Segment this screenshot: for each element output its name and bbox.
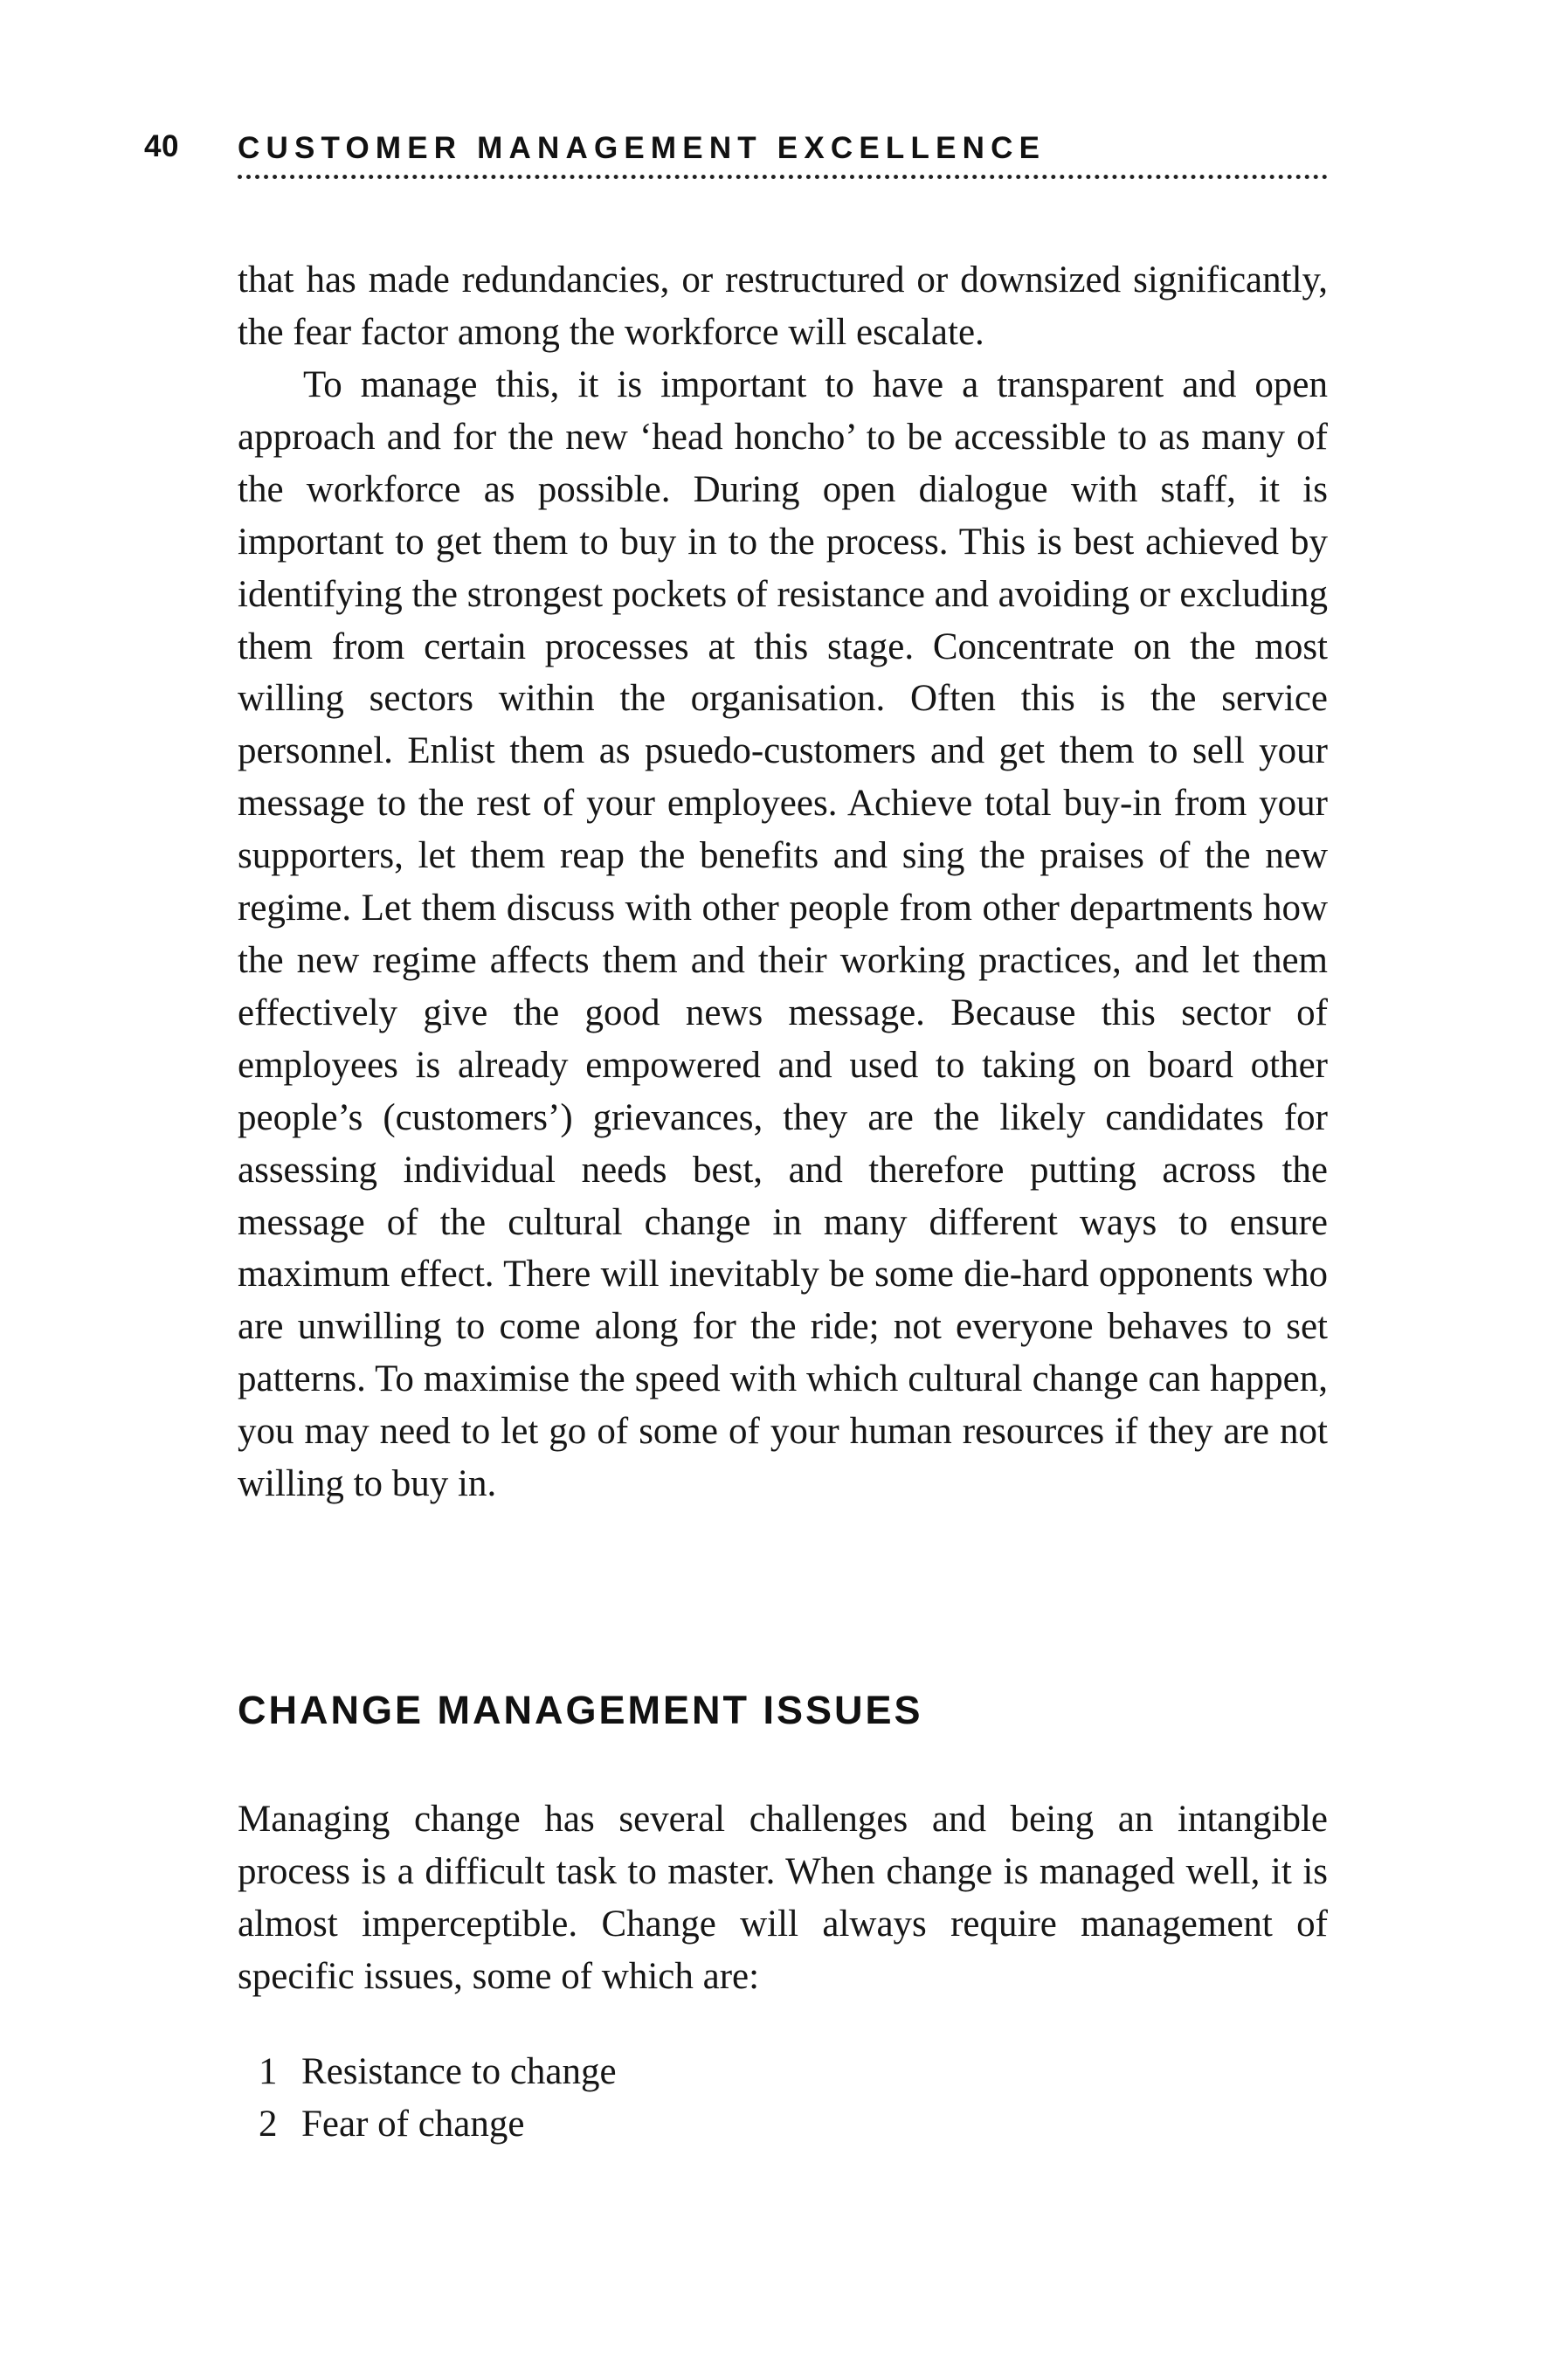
page-header	[144, 129, 1328, 182]
paragraph-continuation: that has made redundancies, or restructured or downsized significantly, the fear factor among the workforce will escalate.	[238, 259, 1328, 353]
dotted-divider	[238, 175, 1328, 179]
issues-list	[238, 2046, 1328, 2151]
running-title: CUSTOMER MANAGEMENT EXCELLENCE	[238, 131, 1046, 165]
list-item	[238, 2046, 1328, 2098]
section-intro-paragraph: Managing change has several challenges and being an intangible process is a difficult task to master. When change is managed well, it is almost imperceptible. Change will always require management of specific issues, some of which are:	[238, 1799, 1328, 1997]
section-heading: CHANGE MANAGEMENT ISSUES	[238, 1688, 923, 1732]
list-item-number: 2	[259, 2104, 278, 2145]
list-item-number: 1	[259, 2051, 278, 2092]
page-number: 40	[144, 129, 179, 163]
list-item-label: Resistance to change	[301, 2051, 617, 2092]
list-item-label: Fear of change	[301, 2104, 525, 2145]
list-item	[238, 2098, 1328, 2151]
paragraph-transparency: To manage this, it is important to have a transparent and open approach and for the new ‘head honcho’ to be accessible to as many of the workforce as possible. During open dialogue with staff, it is important to get them to buy in to the process. This is best achieved by identifying the strongest pockets of resistance and avoiding or excluding them from certain processes at this stage. Concentrate on the most willing sectors within the organisation. Often this is the service personnel. Enlist them as psuedo-customers and get them to sell your message to the rest of your employees. Achieve total buy-in from your supporters, let them reap the benefits and sing the praises of the new regime. Let them discuss with other people from other departments how the new regime affects them and their working practices, and let them effectively give the good news message. Because this sector of employees is already empowered and used to taking on board other people’s (customers’) grievances, they are the likely candidates for assessing individual needs best, and therefore putting across the message of the cultural change in many different ways to ensure maximum effect. There will inevitably be some die-hard opponents who are unwilling to come along for the ride; not everyone behaves to set patterns. To maximise the speed with which cultural change can happen, you may need to let go of some of your human resources if they are not willing to buy in.	[238, 364, 1328, 1505]
